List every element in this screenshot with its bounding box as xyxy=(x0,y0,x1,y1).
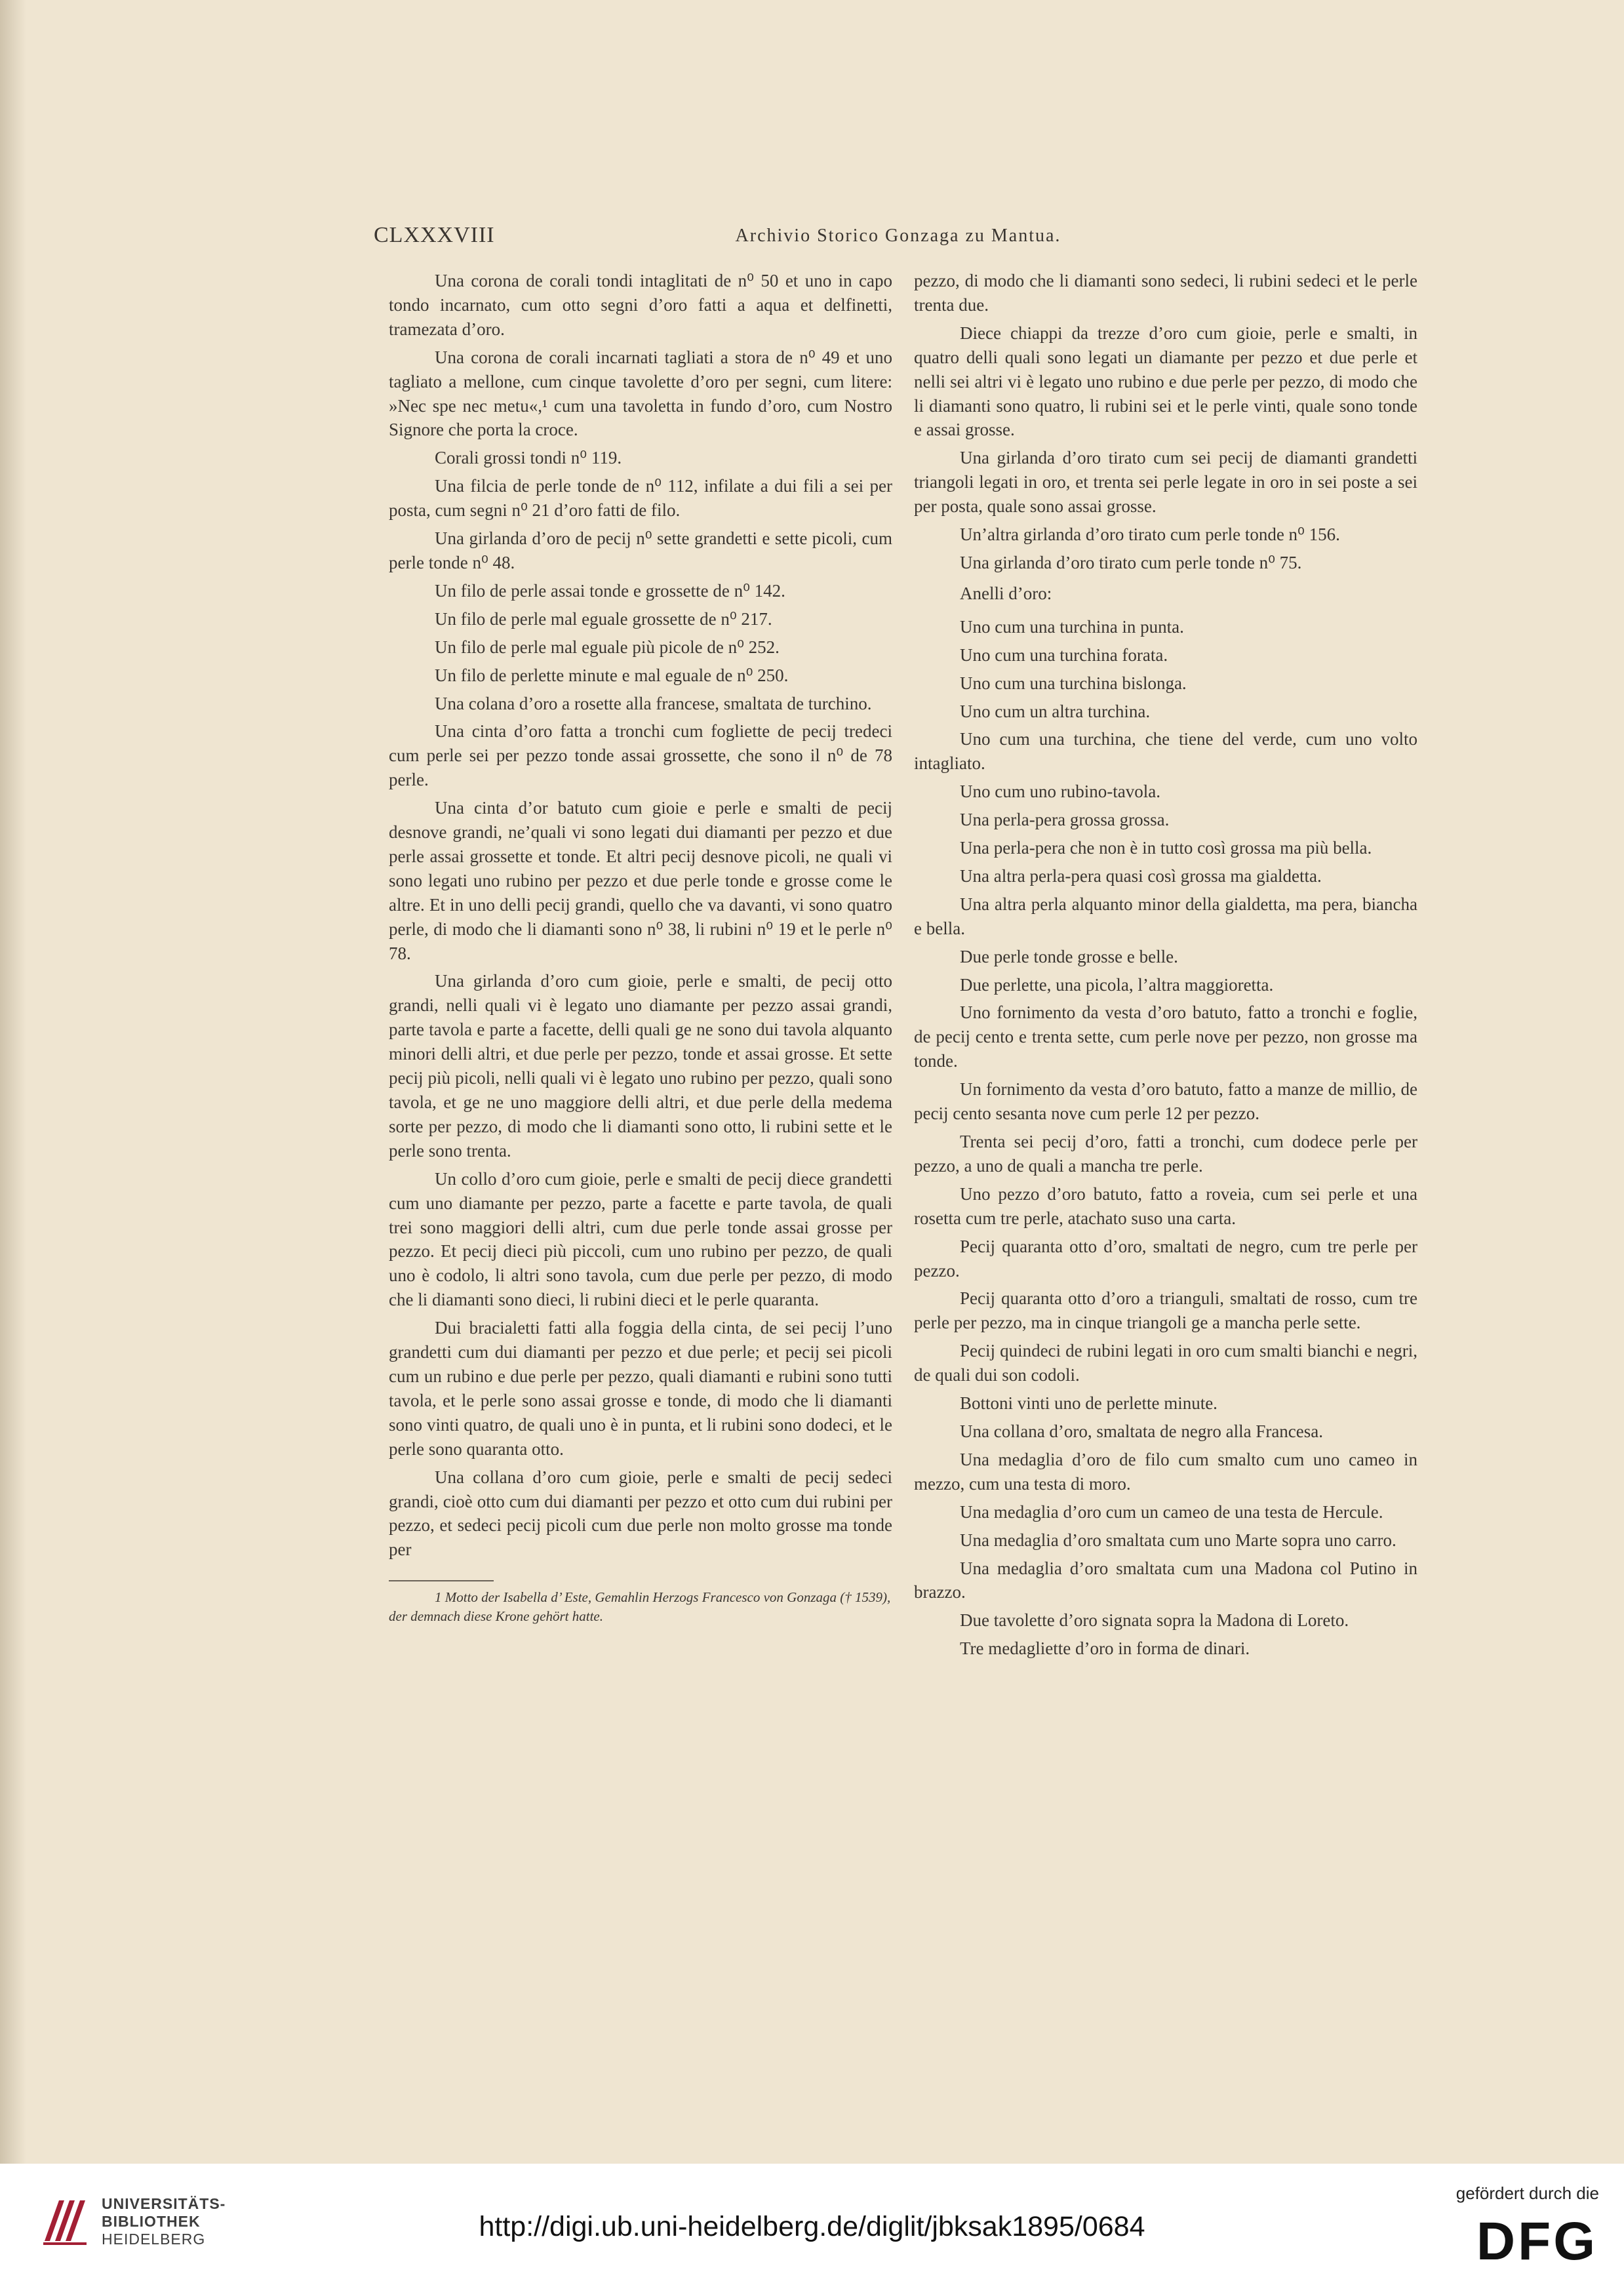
paragraph: Dui bracialetti fatti alla foggia della cinta, de sei pecij l’uno grandetti cum dui diamanti per pezzo et due perle; et pecij sei picoli cum un rubino e due perle per pezzo, quali diamanti e rubini sono tutti tavola, et le perle sono assai grosse e tonde, di modo che li diamanti sono vinti quatro, de quali uno è in punta, et li rubini sono dodeci, et le perle sono quaranta otto. xyxy=(389,1318,892,1459)
paragraph: Una medaglia d’oro smaltata cum una Madona col Putino in brazzo. xyxy=(914,1558,1417,1602)
paragraph: Una altra perla alquanto minor della gialdetta, ma pera, biancha e bella. xyxy=(914,894,1417,938)
paragraph: Una medaglia d’oro cum un cameo de una testa de Hercule. xyxy=(960,1501,1383,1522)
paragraph: Una corona de corali tondi intaglitati de n⁰ 50 et uno in capo tondo incarnato, cum otto segni d’oro fatti a aqua et delfinetti, tramezata d’oro. xyxy=(389,271,892,339)
paragraph: Una filcia de perle tonde de n⁰ 112, infilate a dui fili a sei per posta, cum segni n⁰ 21 d’oro fatti de filo. xyxy=(389,476,892,521)
paragraph: Due perlette, una picola, l’altra maggioretta. xyxy=(960,974,1274,995)
paragraph: Una perla-pera grossa grossa. xyxy=(960,810,1170,830)
paragraph: Una corona de corali incarnati tagliati a stora de n⁰ 49 et uno tagliato a mellone, cum cinque tavolette d’oro per segni, cum litere: »Nec spe nec metu«,¹ cum una tavoletta in fundo d’oro, cum Nostro Signore che porta la croce. xyxy=(389,347,892,440)
library-name-line: HEIDELBERG xyxy=(102,2231,206,2248)
paragraph: Una colana d’oro a rosette alla francese, smaltata de turchino. xyxy=(435,693,872,713)
paragraph: Uno cum uno rubino-tavola. xyxy=(960,782,1160,802)
paragraph: Uno cum un altra turchina. xyxy=(960,701,1151,721)
paragraph: Un filo de perlette minute e mal eguale de n⁰ 250. xyxy=(435,665,789,685)
dfg-logo: DFG xyxy=(1476,2212,1598,2271)
library-name-line: UNIVERSITÄTS- xyxy=(102,2195,226,2212)
footnote-rule xyxy=(389,1580,494,1581)
section-heading: Anelli d’oro: xyxy=(960,583,1052,603)
footer-bar xyxy=(0,2164,1624,2283)
paragraph: Diece chiappi da trezze d’oro cum gioie, perle e smalti, in quatro delli quali sono legati un diamante per pezzo et due perle et nelli sei altri vi è legato uno rubino e due perle per pezzo, di modo che li diamanti sono quatro, li rubini sei et le perle vinti, quale sono tonde e assai grosse. xyxy=(914,323,1417,440)
paragraph: Corali grossi tondi n⁰ 119. xyxy=(435,448,622,468)
paragraph: Un filo de perle mal eguale grossette de n⁰ 217. xyxy=(435,608,772,629)
permalink-url[interactable]: http://digi.ub.uni-heidelberg.de/diglit/jbksak1895/0684 xyxy=(479,2211,1145,2242)
paragraph: Uno cum una turchina, che tiene del verde, cum uno volto intagliato. xyxy=(914,729,1417,774)
paragraph: Pecij quaranta otto d’oro, smaltati de negro, cum tre perle per pezzo. xyxy=(914,1236,1417,1280)
paragraph: Una girlanda d’oro tirato cum sei pecij de diamanti grandetti triangoli legati in oro, et trenta sei perle legate in oro in sei poste a sei per posta, quale sono assai grosse. xyxy=(914,448,1417,517)
paragraph: Bottoni vinti uno de perlette minute. xyxy=(960,1393,1218,1414)
paragraph: Uno fornimento da vesta d’oro batuto, fatto a tronchi e foglie, de pecij cento e trenta sette, cum perle nove per pezzo, non grosse ma tonde. xyxy=(914,1003,1417,1071)
paragraph: Uno cum una turchina forata. xyxy=(960,645,1168,665)
paragraph: Un collo d’oro cum gioie, perle e smalti de pecij diece grandetti cum uno diamante per pezzo, parte a facette e parte tavola, de quali trei sono maggiori delli altri, cum due perle tonde assai grosse per pezzo. Et pecij dieci più piccoli, cum uno rubino per pezzo, de quali uno è codolo, li altri sono tavola, cum due perle per pezzo, di modo che li diamanti sono dieci, li rubini dieci et le perle quaranta. xyxy=(389,1168,892,1310)
paragraph: Tre medagliette d’oro in forma de dinari. xyxy=(960,1638,1250,1659)
paragraph: Due perle tonde grosse e belle. xyxy=(960,946,1178,966)
paragraph: Uno pezzo d’oro batuto, fatto a roveia, cum sei perle et una rosetta cum tre perle, atachato suso una carta. xyxy=(914,1183,1417,1228)
paragraph: Una perla-pera che non è in tutto così grossa ma più bella. xyxy=(960,838,1372,858)
paragraph: Una girlanda d’oro tirato cum perle tonde n⁰ 75. xyxy=(960,552,1302,572)
paragraph: Trenta sei pecij d’oro, fatti a tronchi, cum dodece perle per pezzo, a uno de quali a mancha tre perle. xyxy=(914,1132,1417,1176)
paragraph: Due tavolette d’oro signata sopra la Madona di Loreto. xyxy=(960,1610,1349,1631)
running-title: Archivio Storico Gonzaga zu Mantua. xyxy=(735,226,1061,246)
paragraph: Una medaglia d’oro smaltata cum uno Marte sopra uno carro. xyxy=(960,1530,1396,1550)
binding-shadow xyxy=(0,0,26,2164)
right-column xyxy=(914,269,1417,1665)
funded-by-label: gefördert durch die xyxy=(1456,2183,1599,2203)
left-column xyxy=(389,269,892,1630)
paragraph: Una medaglia d’oro de filo cum smalto cum uno cameo in mezzo, cum una testa di moro. xyxy=(914,1449,1417,1494)
running-head xyxy=(374,223,1423,256)
paragraph: Una altra perla-pera quasi così grossa ma gialdetta. xyxy=(960,865,1322,886)
library-name-line: BIBLIOTHEK xyxy=(102,2213,201,2230)
paragraph: Una collana d’oro, smaltata de negro alla Francesa. xyxy=(960,1421,1324,1441)
page-number: CLXXXVIII xyxy=(374,223,495,247)
paragraph: Pecij quaranta otto d’oro a trianguli, smaltati de rosso, cum tre perle per pezzo, ma in cinque triangoli ge a mancha perle sette. xyxy=(914,1288,1417,1333)
paragraph: Una girlanda d’oro cum gioie, perle e smalti, de pecij otto grandi, nelli quali vi è legato uno diamante per pezzo assai grandi, parte tavola e parte a facette, delli quali ge ne sono dui tavola alquanto minori delli altri, et due perle per pezzo, tonde et assai grosse. Et sette pecij più picoli, nelli quali vi è legato uno rubino per pezzo, quali sono tavola, et ge ne uno maggiore delli altri, et due perle della medema sorte per pezzo, di modo che li diamanti sono otto, li rubini sette et le perle sono trenta. xyxy=(389,971,892,1161)
paragraph: Una collana d’oro cum gioie, perle e smalti de pecij sedeci grandi, cioè otto cum dui diamanti per pezzo et otto cum dui rubini per pezzo, et sedeci pecij picoli cum due perle non molto grosse ma tonde per xyxy=(389,1467,892,1560)
paragraph: Un fornimento da vesta d’oro batuto, fatto a manze de millio, de pecij cento sesanta nove cum perle 12 per pezzo. xyxy=(914,1079,1417,1124)
paragraph: Una cinta d’oro fatta a tronchi cum fogliette de pecij tredeci cum perle sei per pezzo tonde assai grossette, che sono il n⁰ de 78 perle. xyxy=(389,721,892,790)
paragraph: Una cinta d’or batuto cum gioie e perle e smalti de pecij desnove grandi, ne’quali vi sono legati dui diamanti per pezzo et due perle assai grossette et tonde. Et altri pecij desnove picoli, ne quali vi sono legati uno rubino per pezzo et due perle tonde e grosse come le altre. Et in uno delli pecij grandi, quello che va davanti, vi sono quatro perle, di modo che li diamanti sono n⁰ 38, li rubini n⁰ 19 et le perle n⁰ 78. xyxy=(389,798,892,963)
paragraph: Uno cum una turchina in punta. xyxy=(960,616,1184,637)
paragraph: Una girlanda d’oro de pecij n⁰ sette grandetti e sette picoli, cum perle tonde n⁰ 48. xyxy=(389,528,892,572)
paragraph: Uno cum una turchina bislonga. xyxy=(960,673,1187,693)
paragraph: Un filo de perle mal eguale più picole de n⁰ 252. xyxy=(435,637,780,657)
footnote: 1 Motto der Isabella d’ Este, Gemahlin Herzogs Francesco von Gonzaga († 1539), der demnach diese Krone gehört hatte. xyxy=(389,1589,891,1625)
paragraph: Un’altra girlanda d’oro tirato cum perle tonde n⁰ 156. xyxy=(960,525,1340,545)
paragraph: Un filo de perle assai tonde e grossette de n⁰ 142. xyxy=(435,580,785,601)
paragraph-continuation: pezzo, di modo che li diamanti sono sedeci, li rubini sedeci et le perle trenta due. xyxy=(914,271,1417,315)
paragraph: Pecij quindeci de rubini legati in oro cum smalti bianchi e negri, de quali dui son codoli. xyxy=(914,1341,1417,1385)
